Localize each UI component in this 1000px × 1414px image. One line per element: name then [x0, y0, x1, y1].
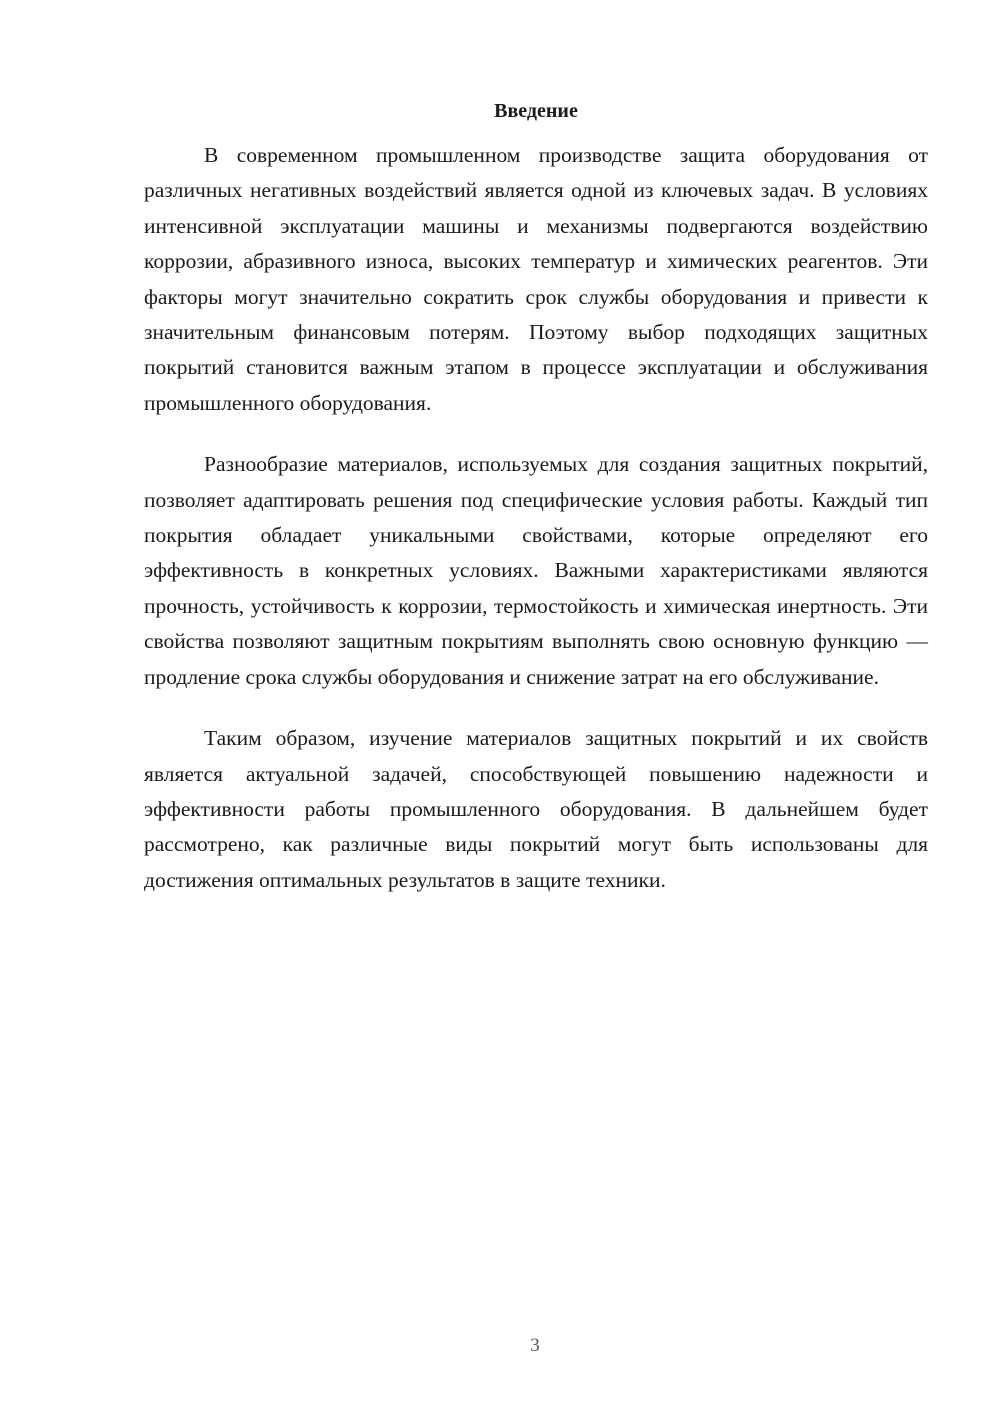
- page-number: 3: [530, 1335, 540, 1356]
- paragraph-3: Таким образом, изучение материалов защитных покрытий и их свойств является актуальной задачей, способствующей повышению надежности и эффективности работы промышленного оборудования. В дальнейшем будет рассмотрено, как различные виды покрытий могут быть использованы для достижения оптимальных результатов в защите техники.: [144, 726, 928, 892]
- paragraph-1: В современном промышленном производстве защита оборудования от различных негативных воздействий является одной из ключевых задач. В условиях интенсивной эксплуатации машины и механизмы подвергаются воздействию коррозии, абразивного износа, высоких температур и химических реагентов. Эти факторы могут значительно сократить срок службы оборудования и привести к значительным финансовым потерям. Поэтому выбор подходящих защитных покрытий становится важным этапом в процессе эксплуатации и обслуживания промышленного оборудования.: [144, 143, 928, 415]
- page-content: [144, 96, 928, 924]
- paragraph-2: Разнообразие материалов, используемых для создания защитных покрытий, позволяет адаптировать решения под специфические условия работы. Каждый тип покрытия обладает уникальными свойствами, которые определяют его эффективность в конкретных условиях. Важными характеристиками являются прочность, устойчивость к коррозии, термостойкость и химическая инертность. Эти свойства позволяют защитным покрытиям выполнять свою основную функцию — продление срока службы оборудования и снижение затрат на его обслуживание.: [144, 452, 928, 689]
- section-title: Введение: [494, 100, 578, 122]
